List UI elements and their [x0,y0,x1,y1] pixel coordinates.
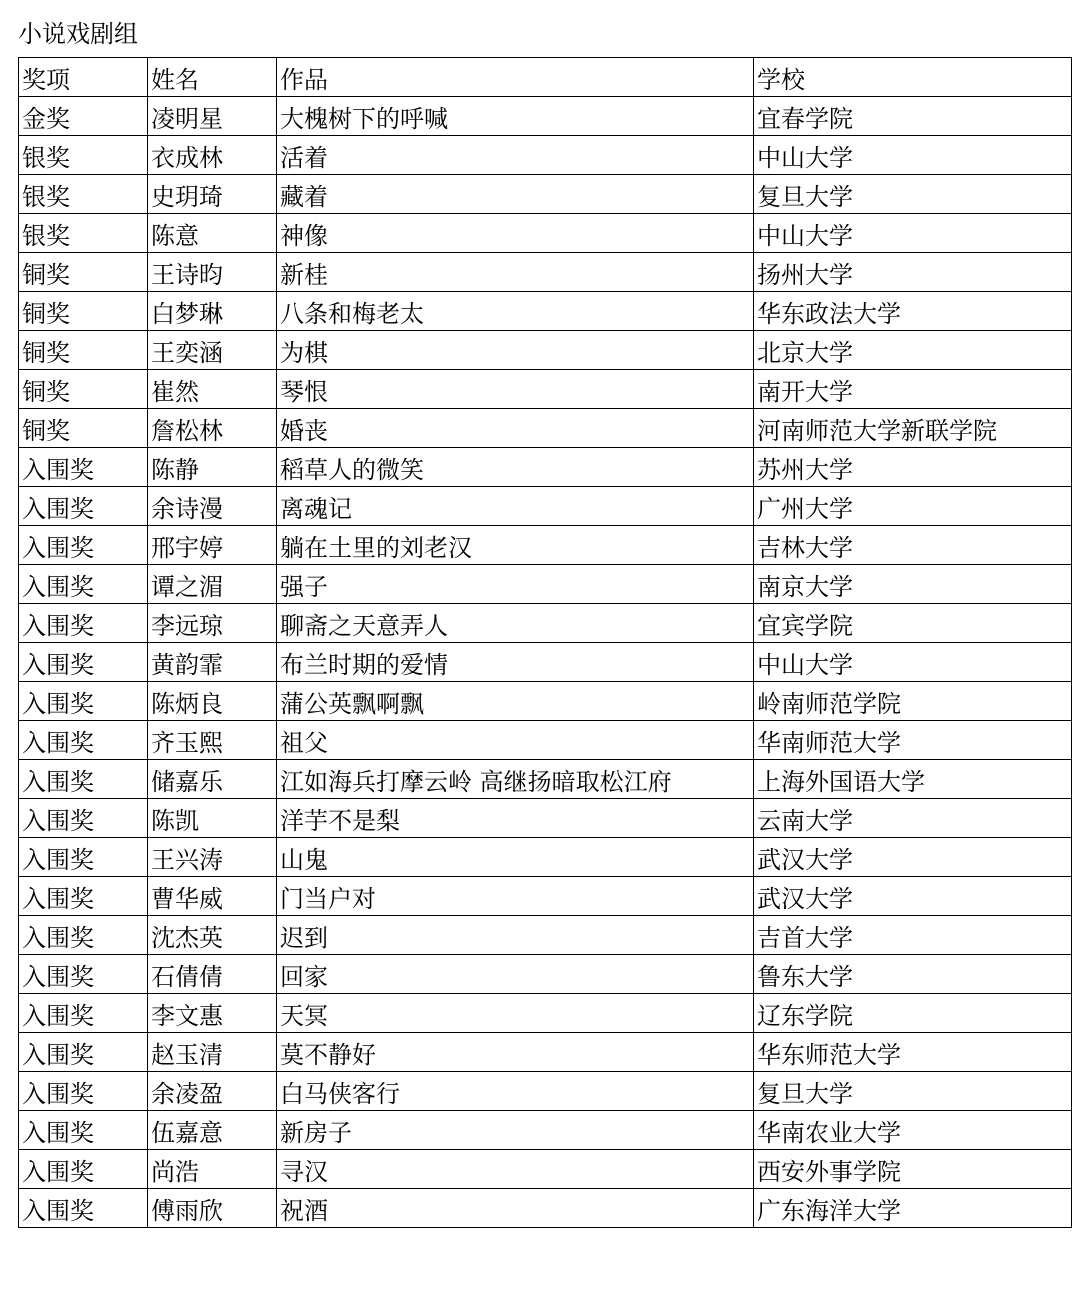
cell-school: 中山大学 [754,643,1072,682]
table-row [19,1111,1072,1150]
cell-award: 铜奖 [19,253,148,292]
cell-work: 迟到 [277,916,754,955]
cell-name: 李文惠 [148,994,277,1033]
cell-school: 云南大学 [754,799,1072,838]
cell-award: 入围奖 [19,916,148,955]
table-row [19,916,1072,955]
cell-name: 陈炳良 [148,682,277,721]
table-row [19,253,1072,292]
cell-work: 蒲公英飘啊飘 [277,682,754,721]
cell-name: 王奕涵 [148,331,277,370]
column-header-award: 奖项 [19,58,148,97]
cell-award: 入围奖 [19,721,148,760]
cell-award: 铜奖 [19,292,148,331]
cell-work: 江如海兵打摩云岭 高继扬暗取松江府 [277,760,754,799]
cell-school: 吉林大学 [754,526,1072,565]
cell-award: 入围奖 [19,760,148,799]
cell-name: 李远琼 [148,604,277,643]
cell-name: 衣成林 [148,136,277,175]
cell-school: 华南农业大学 [754,1111,1072,1150]
cell-work: 八条和梅老太 [277,292,754,331]
cell-school: 宜春学院 [754,97,1072,136]
table-row [19,175,1072,214]
column-header-work: 作品 [277,58,754,97]
cell-school: 华东师范大学 [754,1033,1072,1072]
cell-school: 复旦大学 [754,175,1072,214]
table-row [19,331,1072,370]
cell-award: 铜奖 [19,370,148,409]
cell-award: 铜奖 [19,331,148,370]
cell-work: 天冥 [277,994,754,1033]
cell-work: 琴恨 [277,370,754,409]
cell-award: 入围奖 [19,1111,148,1150]
cell-school: 西安外事学院 [754,1150,1072,1189]
cell-award: 入围奖 [19,565,148,604]
cell-school: 宜宾学院 [754,604,1072,643]
table-header-row [19,58,1072,97]
table-row [19,292,1072,331]
cell-name: 尚浩 [148,1150,277,1189]
cell-award: 入围奖 [19,1072,148,1111]
cell-school: 辽东学院 [754,994,1072,1033]
cell-work: 回家 [277,955,754,994]
cell-school: 岭南师范学院 [754,682,1072,721]
cell-award: 入围奖 [19,604,148,643]
cell-work: 藏着 [277,175,754,214]
cell-work: 婚丧 [277,409,754,448]
page-title: 小说戏剧组 [18,20,138,48]
cell-school: 南开大学 [754,370,1072,409]
cell-name: 谭之湄 [148,565,277,604]
cell-work: 为棋 [277,331,754,370]
cell-award: 入围奖 [19,1150,148,1189]
cell-work: 聊斋之天意弄人 [277,604,754,643]
cell-work: 洋芋不是梨 [277,799,754,838]
table-row [19,682,1072,721]
cell-work: 门当户对 [277,877,754,916]
table-row [19,565,1072,604]
table-row [19,877,1072,916]
cell-school: 华东政法大学 [754,292,1072,331]
cell-name: 邢宇婷 [148,526,277,565]
cell-award: 入围奖 [19,994,148,1033]
cell-name: 白梦琳 [148,292,277,331]
cell-school: 广东海洋大学 [754,1189,1072,1228]
cell-school: 武汉大学 [754,877,1072,916]
cell-name: 沈杰英 [148,916,277,955]
cell-work: 神像 [277,214,754,253]
cell-school: 中山大学 [754,214,1072,253]
table-row [19,604,1072,643]
cell-name: 赵玉清 [148,1033,277,1072]
cell-name: 余凌盈 [148,1072,277,1111]
cell-name: 陈凯 [148,799,277,838]
cell-award: 入围奖 [19,643,148,682]
cell-work: 祝酒 [277,1189,754,1228]
cell-school: 吉首大学 [754,916,1072,955]
cell-work: 活着 [277,136,754,175]
table-row [19,1189,1072,1228]
cell-name: 陈静 [148,448,277,487]
cell-award: 银奖 [19,175,148,214]
cell-name: 黄韵霏 [148,643,277,682]
cell-name: 齐玉熙 [148,721,277,760]
cell-school: 上海外国语大学 [754,760,1072,799]
cell-work: 新房子 [277,1111,754,1150]
table-row [19,526,1072,565]
cell-award: 入围奖 [19,838,148,877]
cell-school: 苏州大学 [754,448,1072,487]
table-row [19,721,1072,760]
cell-work: 大槐树下的呼喊 [277,97,754,136]
cell-award: 入围奖 [19,955,148,994]
cell-work: 寻汉 [277,1150,754,1189]
cell-name: 王诗昀 [148,253,277,292]
column-header-name: 姓名 [148,58,277,97]
cell-school: 河南师范大学新联学院 [754,409,1072,448]
cell-name: 王兴涛 [148,838,277,877]
column-header-school: 学校 [754,58,1072,97]
cell-award: 入围奖 [19,682,148,721]
cell-name: 曹华威 [148,877,277,916]
cell-name: 储嘉乐 [148,760,277,799]
table-row [19,136,1072,175]
cell-award: 入围奖 [19,1189,148,1228]
table-row [19,643,1072,682]
cell-work: 稻草人的微笑 [277,448,754,487]
cell-award: 铜奖 [19,409,148,448]
cell-name: 傅雨欣 [148,1189,277,1228]
table-row [19,214,1072,253]
cell-award: 入围奖 [19,448,148,487]
cell-school: 广州大学 [754,487,1072,526]
table-row [19,1072,1072,1111]
cell-work: 强子 [277,565,754,604]
cell-work: 白马侠客行 [277,1072,754,1111]
table-row [19,370,1072,409]
cell-name: 伍嘉意 [148,1111,277,1150]
cell-award: 入围奖 [19,799,148,838]
table-row [19,448,1072,487]
table-row [19,1150,1072,1189]
cell-name: 石倩倩 [148,955,277,994]
cell-school: 武汉大学 [754,838,1072,877]
cell-award: 入围奖 [19,877,148,916]
table-row [19,955,1072,994]
table-row [19,97,1072,136]
cell-work: 布兰时期的爱情 [277,643,754,682]
cell-name: 史玥琦 [148,175,277,214]
cell-school: 南京大学 [754,565,1072,604]
table-row [19,760,1072,799]
awards-table [18,57,1072,1228]
cell-school: 北京大学 [754,331,1072,370]
cell-school: 中山大学 [754,136,1072,175]
table-row [19,409,1072,448]
cell-school: 华南师范大学 [754,721,1072,760]
table-row [19,994,1072,1033]
cell-work: 新桂 [277,253,754,292]
cell-name: 陈意 [148,214,277,253]
cell-school: 复旦大学 [754,1072,1072,1111]
cell-name: 余诗漫 [148,487,277,526]
cell-work: 躺在土里的刘老汉 [277,526,754,565]
cell-name: 詹松林 [148,409,277,448]
cell-name: 凌明星 [148,97,277,136]
cell-school: 鲁东大学 [754,955,1072,994]
cell-school: 扬州大学 [754,253,1072,292]
table-row [19,487,1072,526]
table-row [19,838,1072,877]
cell-name: 崔然 [148,370,277,409]
cell-work: 离魂记 [277,487,754,526]
cell-award: 银奖 [19,136,148,175]
cell-award: 入围奖 [19,487,148,526]
cell-work: 山鬼 [277,838,754,877]
cell-work: 祖父 [277,721,754,760]
cell-award: 银奖 [19,214,148,253]
table-row [19,799,1072,838]
cell-award: 金奖 [19,97,148,136]
cell-award: 入围奖 [19,1033,148,1072]
cell-work: 莫不静好 [277,1033,754,1072]
cell-award: 入围奖 [19,526,148,565]
table-body [19,97,1072,1228]
table-row [19,1033,1072,1072]
